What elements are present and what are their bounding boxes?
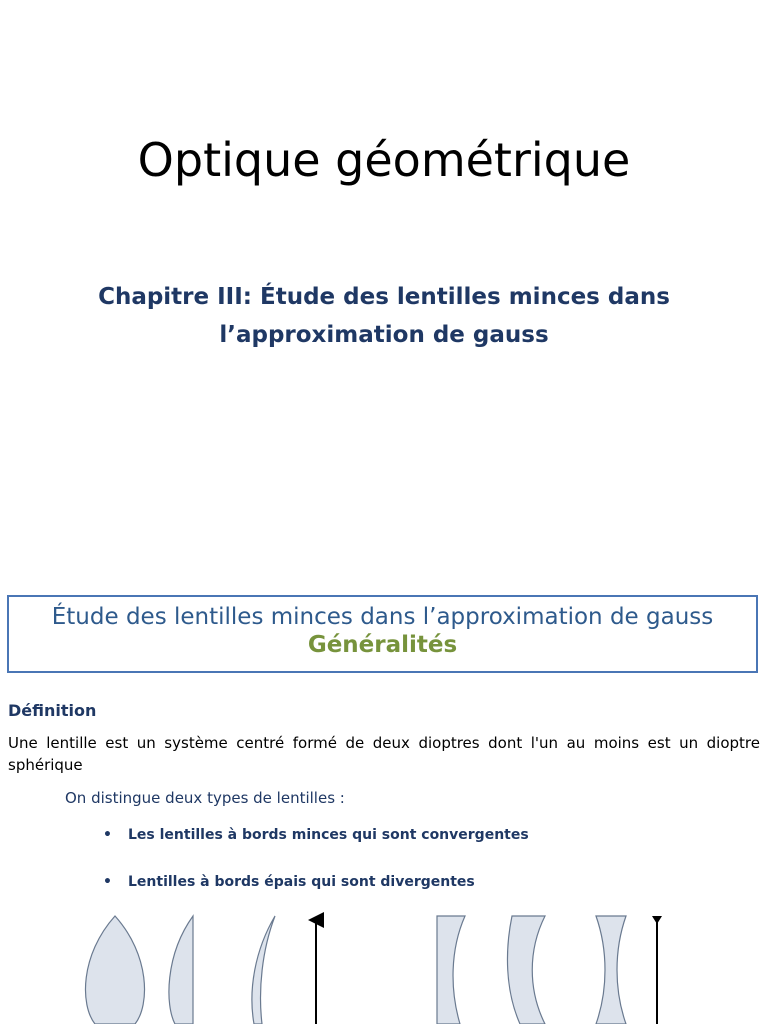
slide-header-box — [7, 595, 758, 673]
definition-heading: Définition — [8, 701, 97, 720]
definition-text: Une lentille est un système centré formé de deux dioptres dont l'un au moins est un dioptre sphérique — [8, 734, 760, 774]
slide-header-title: Étude des lentilles minces dans l’approximation de gauss — [51, 604, 714, 630]
plano-concave-lens-icon — [437, 916, 465, 1024]
bullet-icon: • — [103, 827, 112, 843]
chapter-subtitle — [0, 278, 768, 354]
list-item — [100, 827, 529, 874]
lens-types-intro: On distingue deux types de lentilles : — [65, 789, 345, 807]
diverging-symbol-head-icon — [652, 916, 662, 924]
page-title: Optique géométrique — [137, 133, 631, 187]
biconcave-lens-icon — [596, 916, 626, 1024]
lens-diagrams — [0, 910, 768, 1024]
bullet-diverging-text: Lentilles à bords épais qui sont divergentes — [128, 874, 475, 890]
lens-types-list — [100, 827, 529, 921]
meniscus-diverging-lens-icon — [507, 916, 545, 1024]
plano-convex-lens-icon — [169, 916, 193, 1024]
meniscus-converging-lens-icon — [252, 916, 275, 1024]
slide-header-section: Généralités — [307, 632, 458, 658]
content-slide — [0, 575, 768, 1024]
biconvex-lens-icon — [85, 916, 144, 1024]
subtitle-line-1: Chapitre III: Étude des lentilles minces dans — [98, 284, 670, 310]
bullet-converging-text: Les lentilles à bords minces qui sont convergentes — [128, 827, 529, 843]
bullet-icon: • — [103, 874, 112, 890]
subtitle-line-2: l’approximation de gauss — [219, 322, 549, 348]
